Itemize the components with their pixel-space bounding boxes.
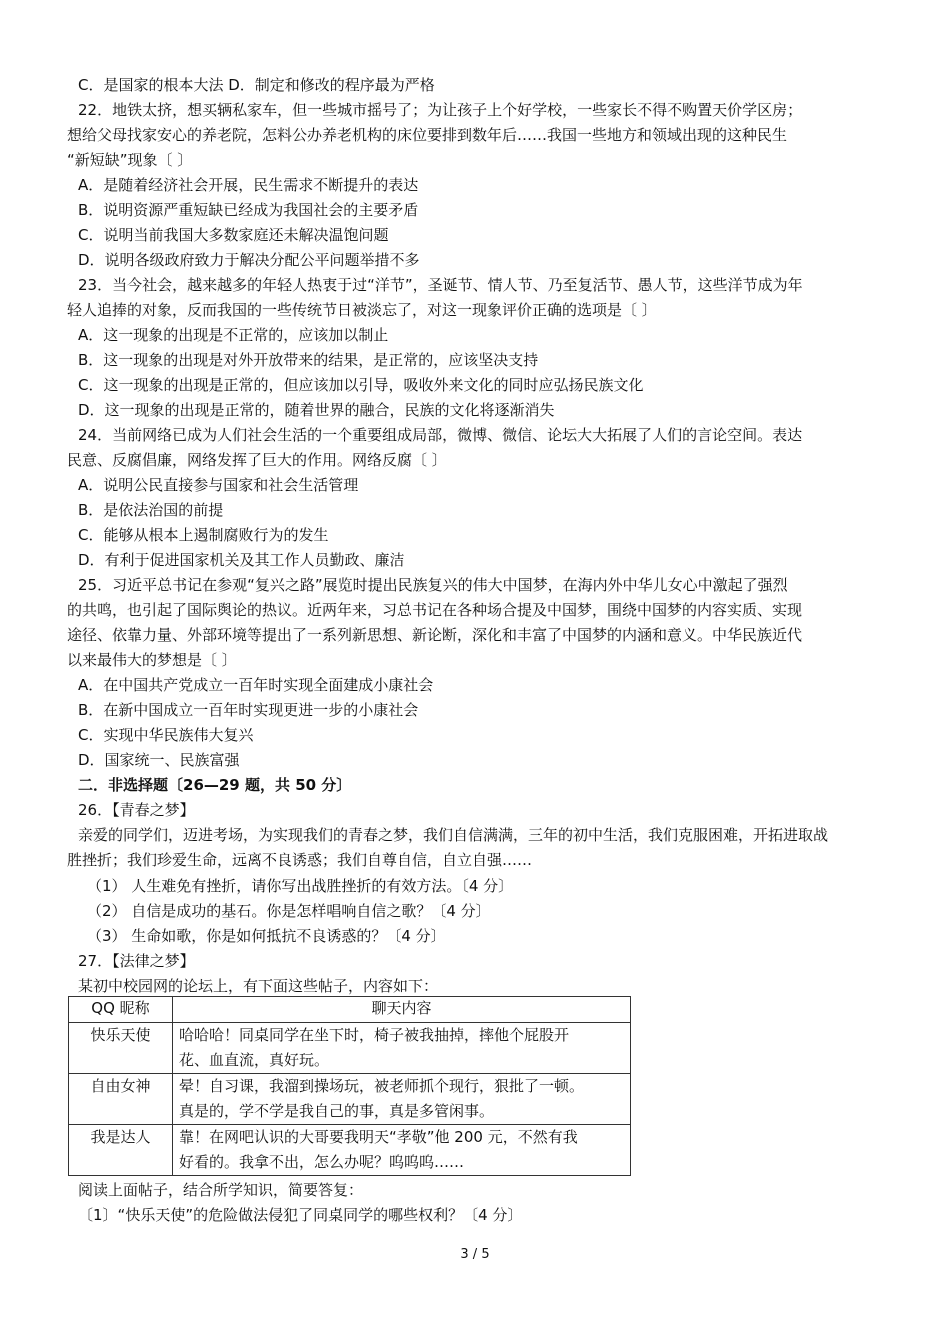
content-cell bbox=[173, 1125, 631, 1176]
q25-stem-line4: 以来最伟大的梦想是〔 〕 bbox=[67, 651, 237, 669]
q22-stem-line1: 22．地铁太挤，想买辆私家车，但一些城市摇号了；为让孩子上个好学校，一些家长不得不购置天价学区房； bbox=[78, 101, 803, 119]
q26-subquestion-2: （2） 自信是成功的基石。你是怎样唱响自信之歌？〔4 分〕 bbox=[87, 902, 491, 920]
q26-subquestion-1: （1） 人生难免有挫折，请你写出战胜挫折的有效方法。〔4 分〕 bbox=[87, 877, 514, 895]
page-number: 3 / 5 bbox=[460, 1247, 490, 1262]
q26-passage-line1: 亲爱的同学们，迈进考场，为实现我们的青春之梦，我们自信满满，三年的初中生活，我们克服困难，开拓进取战 bbox=[78, 826, 829, 844]
q22-stem-line3: “新短缺”现象〔 〕 bbox=[67, 151, 193, 169]
content-line: 靠！在网吧认识的大哥要我明天“孝敬”他 200 元，不然有我 bbox=[179, 1128, 578, 1146]
content-line: 真是的，学不学是我自己的事，真是多管闲事。 bbox=[179, 1102, 495, 1120]
content-line: 好看的。我拿不出，怎么办呢？呜呜呜…… bbox=[179, 1153, 465, 1171]
q21-options-cd: C．是国家的根本大法 D．制定和修改的程序最为严格 bbox=[78, 76, 435, 94]
content-cell bbox=[173, 1074, 631, 1125]
q27-subquestion-1: 〔1〕“快乐天使”的危险做法侵犯了同桌同学的哪些权利？〔4 分〕 bbox=[78, 1206, 523, 1224]
q25-option-a: A．在中国共产党成立一百年时实现全面建成小康社会 bbox=[78, 676, 434, 694]
q24-option-c: C．能够从根本上遏制腐败行为的发生 bbox=[78, 526, 329, 544]
q25-stem-line1: 25．习近平总书记在参观“复兴之路”展览时提出民族复兴的伟大中国梦，在海内外中华儿女心中激起了强烈 bbox=[78, 576, 788, 594]
q23-stem-line1: 23．当今社会，越来越多的年轻人热衷于过“洋节”，圣诞节、情人节、乃至复活节、愚人节，这些洋节成为年 bbox=[78, 276, 803, 294]
q27-instruction: 阅读上面帖子，结合所学知识，简要答复： bbox=[78, 1181, 364, 1199]
table-header-row bbox=[69, 997, 631, 1023]
forum-posts-table bbox=[68, 996, 631, 1176]
nickname-cell: 快乐天使 bbox=[69, 1023, 173, 1074]
q22-option-b: B．说明资源严重短缺已经成为我国社会的主要矛盾 bbox=[78, 201, 419, 219]
table-row bbox=[69, 1023, 631, 1074]
q25-option-d: D．国家统一、民族富强 bbox=[78, 751, 240, 769]
q25-option-c: C．实现中华民族伟大复兴 bbox=[78, 726, 254, 744]
q23-option-c: C．这一现象的出现是正常的，但应该加以引导，吸收外来文化的同时应弘扬民族文化 bbox=[78, 376, 644, 394]
q22-option-c: C．说明当前我国大多数家庭还未解决温饱问题 bbox=[78, 226, 389, 244]
q25-option-b: B．在新中国成立一百年时实现更进一步的小康社会 bbox=[78, 701, 419, 719]
q26-title: 26．【青春之梦】 bbox=[78, 801, 195, 819]
q26-subquestion-3: （3） 生命如歌，你是如何抵抗不良诱惑的？〔4 分〕 bbox=[87, 927, 446, 945]
q27-intro: 某初中校园网的论坛上，有下面这些帖子，内容如下： bbox=[78, 977, 439, 995]
q26-passage-line2: 胜挫折；我们珍爱生命，远离不良诱惑；我们自尊自信，自立自强…… bbox=[67, 851, 533, 869]
table-row bbox=[69, 1074, 631, 1125]
header-content: 聊天内容 bbox=[173, 997, 631, 1023]
q24-stem-line2: 民意、反腐倡廉，网络发挥了巨大的作用。网络反腐〔 〕 bbox=[67, 451, 447, 469]
q23-option-a: A．这一现象的出现是不正常的，应该加以制止 bbox=[78, 326, 389, 344]
q22-option-d: D．说明各级政府致力于解决分配公平问题举措不多 bbox=[78, 251, 420, 269]
q24-option-a: A．说明公民直接参与国家和社会生活管理 bbox=[78, 476, 359, 494]
q23-option-d: D．这一现象的出现是正常的，随着世界的融合，民族的文化将逐渐消失 bbox=[78, 401, 555, 419]
q22-stem-line2: 想给父母找家安心的养老院，怎料公办养老机构的床位要排到数年后……我国一些地方和领域出现的这种民生 bbox=[67, 126, 788, 144]
q24-option-d: D．有利于促进国家机关及其工作人员勤政、廉洁 bbox=[78, 551, 405, 569]
q25-stem-line3: 途径、依靠力量、外部环境等提出了一系列新思想、新论断，深化和丰富了中国梦的内涵和意义。中华民族近代 bbox=[67, 626, 803, 644]
content-cell bbox=[173, 1023, 631, 1074]
nickname-cell: 我是达人 bbox=[69, 1125, 173, 1176]
table-row bbox=[69, 1125, 631, 1176]
q23-option-b: B．这一现象的出现是对外开放带来的结果，是正常的，应该坚决支持 bbox=[78, 351, 539, 369]
header-nickname: QQ 昵称 bbox=[69, 997, 173, 1023]
q24-option-b: B．是依法治国的前提 bbox=[78, 501, 224, 519]
nickname-cell: 自由女神 bbox=[69, 1074, 173, 1125]
content-line: 哈哈哈！同桌同学在坐下时，椅子被我抽掉，摔他个屁股开 bbox=[179, 1026, 570, 1044]
section-two-heading: 二．非选择题〔26—29 题，共 50 分〕 bbox=[78, 776, 352, 794]
q27-title: 27．【法律之梦】 bbox=[78, 952, 195, 970]
q25-stem-line2: 的共鸣，也引起了国际舆论的热议。近两年来，习总书记在各种场合提及中国梦，围绕中国梦的内容实质、实现 bbox=[67, 601, 803, 619]
q22-option-a: A．是随着经济社会开展，民生需求不断提升的表达 bbox=[78, 176, 419, 194]
q24-stem-line1: 24．当前网络已成为人们社会生活的一个重要组成局部，微博、微信、论坛大大拓展了人们的言论空间。表达 bbox=[78, 426, 803, 444]
q23-stem-line2: 轻人追捧的对象，反而我国的一些传统节日被淡忘了，对这一现象评价正确的选项是〔 〕 bbox=[67, 301, 657, 319]
content-line: 花、血直流，真好玩。 bbox=[179, 1051, 330, 1069]
content-line: 晕！自习课，我溜到操场玩，被老师抓个现行，狠批了一顿。 bbox=[179, 1077, 585, 1095]
